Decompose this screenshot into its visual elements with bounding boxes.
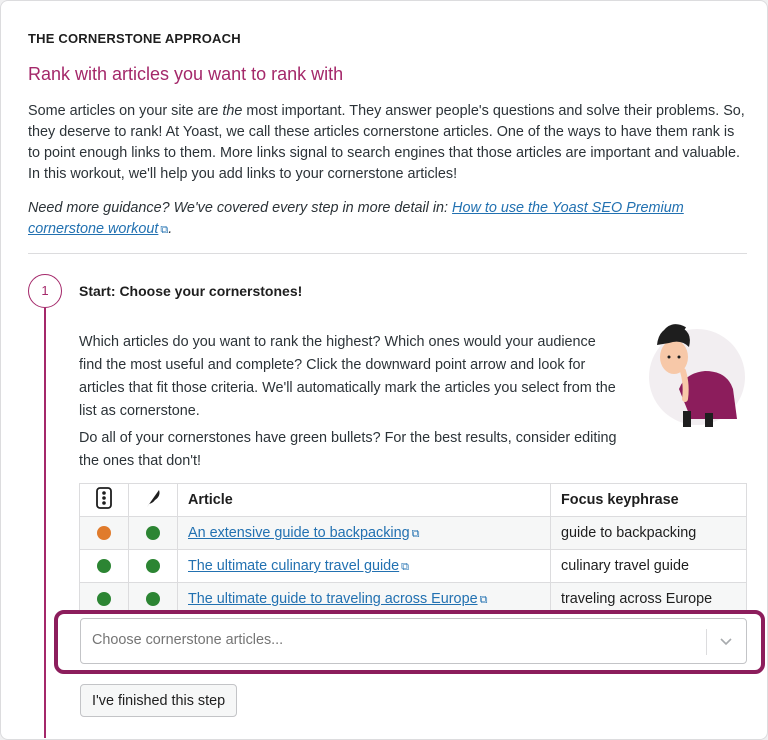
article-link[interactable]: The ultimate guide to traveling across Europe	[188, 591, 478, 607]
intro-paragraph	[28, 101, 748, 185]
seo-score-bullet	[97, 592, 111, 606]
keyphrase-column-header: Focus keyphrase	[551, 484, 747, 517]
table-row	[80, 550, 747, 583]
intro-text-end: most important. They answer people's questions and solve their problems. So, they deserve to rank! At Yoast, we call these articles cornerstone articles. One of the ways to have them rank is to point enough links to them. More links signal to search engines that those articles are important and valuable. In this workout, we'll help you add links to your cornerstone articles!	[28, 103, 745, 182]
keyphrase-cell: guide to backpacking	[551, 517, 747, 550]
seo-score-bullet	[97, 526, 111, 540]
table-row	[80, 517, 747, 550]
traffic-light-icon	[96, 487, 112, 509]
guidance-paragraph	[28, 198, 748, 241]
article-column-header: Article	[178, 484, 551, 517]
article-cell	[178, 517, 551, 550]
article-cell	[178, 550, 551, 583]
step-description: Which articles do you want to rank the highest? Which ones would your audience find the most useful and complete? Click the downward point arrow and look for articles that fit those criteria. We'll automatically mark the articles you select from the list as cornerstone.	[79, 334, 616, 419]
cornerstone-select[interactable]	[80, 618, 747, 664]
finish-step-button[interactable]: I've finished this step	[80, 684, 237, 717]
chevron-down-icon[interactable]	[718, 633, 734, 649]
person-illustration	[641, 315, 753, 429]
readability-score-cell	[129, 550, 178, 583]
section-heading: Rank with articles you want to rank with	[28, 64, 344, 84]
intro-emphasis: the	[222, 103, 243, 119]
keyphrase-cell: traveling across Europe	[551, 583, 747, 616]
table-header-row	[80, 484, 747, 517]
step-timeline-line	[44, 308, 46, 738]
external-link-icon: ⧉	[401, 561, 410, 573]
guidance-text: Need more guidance? We've covered every step in more detail in:	[28, 200, 453, 216]
guidance-end: .	[168, 221, 173, 237]
external-link-icon: ⧉	[160, 224, 169, 236]
step-description-bullets: Do all of your cornerstones have green bullets? For the best results, consider editing the ones that don't!	[79, 430, 617, 469]
guidance-link[interactable]: How to use the Yoast SEO Premium cornerstone workout	[28, 200, 684, 237]
cornerstone-articles-table	[79, 483, 747, 616]
seo-score-bullet	[97, 559, 111, 573]
select-placeholder: Choose cornerstone articles...	[92, 632, 284, 648]
readability-score-bullet	[146, 559, 160, 573]
select-separator	[706, 629, 707, 655]
readability-score-bullet	[146, 592, 160, 606]
intro-text-start: Some articles on your site are	[28, 103, 223, 119]
section-divider	[28, 253, 747, 254]
section-eyebrow: THE CORNERSTONE APPROACH	[28, 31, 241, 46]
readability-score-header	[129, 484, 178, 517]
external-link-icon: ⧉	[411, 528, 420, 540]
article-link[interactable]: The ultimate culinary travel guide	[188, 558, 400, 574]
readability-score-bullet	[146, 526, 160, 540]
keyphrase-cell: culinary travel guide	[551, 550, 747, 583]
external-link-icon: ⧉	[479, 594, 488, 606]
article-link[interactable]: An extensive guide to backpacking	[188, 525, 410, 541]
seo-score-header	[80, 484, 129, 517]
feather-icon	[144, 488, 162, 508]
step-title: Start: Choose your cornerstones!	[79, 283, 303, 299]
readability-score-cell	[129, 517, 178, 550]
seo-score-cell	[80, 517, 129, 550]
seo-score-cell	[80, 550, 129, 583]
step-number: 1	[28, 274, 62, 308]
